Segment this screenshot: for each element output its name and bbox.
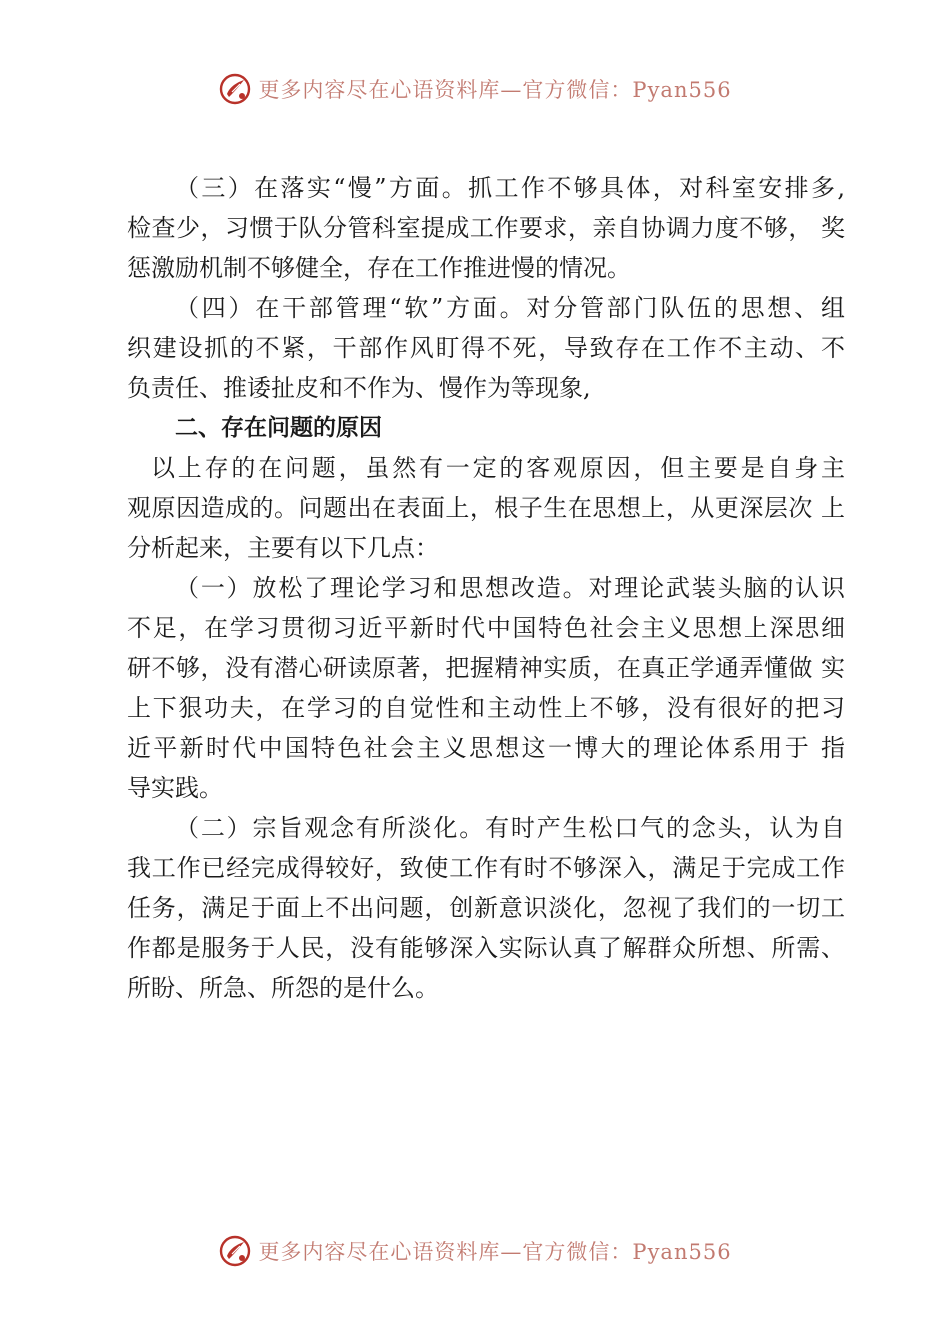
- document-body: [127, 168, 845, 1008]
- footer-watermark: [0, 1234, 950, 1268]
- paragraph-line: 织建设抓的不紧，干部作风盯得不死，导致存在工作不主动、不: [127, 334, 845, 362]
- paragraph-line: 以上存的在问题，虽然有一定的客观原因，但主要是自身主: [151, 454, 845, 482]
- paragraph-line: 研不够，没有潜心研读原著，把握精神实质，在真正学通弄懂做 实: [127, 654, 845, 682]
- paragraph-line: 所盼、所急、所怨的是什么。: [127, 974, 439, 1002]
- seal-logo-icon: [218, 1234, 252, 1268]
- paragraph-line: 分析起来，主要有以下几点：: [127, 534, 439, 562]
- paragraph-line: （二）宗旨观念有所淡化。有时产生松口气的念头，认为自: [175, 814, 845, 842]
- paragraph-line: 负责任、推诿扯皮和不作为、慢作为等现象,: [127, 374, 591, 402]
- watermark-text: 更多内容尽在心语资料库—官方微信：Pyan556: [258, 78, 732, 102]
- paragraph-line: 上下狠功夫，在学习的自觉性和主动性上不够，没有很好的把习: [127, 694, 845, 722]
- header-watermark: [0, 72, 950, 106]
- paragraph-line: 惩激励机制不够健全，存在工作推进慢的情况。: [127, 254, 631, 282]
- watermark-text: 更多内容尽在心语资料库—官方微信：Pyan556: [258, 1240, 732, 1264]
- paragraph-line: 观原因造成的。问题出在表面上，根子生在思想上，从更深层次 上: [127, 494, 845, 522]
- paragraph-line: （三）在落实“慢”方面。抓工作不够具体，对科室安排多,: [175, 174, 845, 202]
- seal-logo-icon: [218, 72, 252, 106]
- paragraph-line: 作都是服务于人民，没有能够深入实际认真了解群众所想、所需、: [127, 934, 845, 962]
- section-heading: 二、存在问题的原因: [175, 415, 382, 441]
- paragraph-line: （一）放松了理论学习和思想改造。对理论武装头脑的认识: [175, 574, 845, 602]
- paragraph-line: 近平新时代中国特色社会主义思想这一博大的理论体系用于 指: [127, 734, 845, 762]
- paragraph-line: 任务，满足于面上不出问题，创新意识淡化，忽视了我们的一切工: [127, 894, 845, 922]
- paragraph-line: 我工作已经完成得较好，致使工作有时不够深入，满足于完成工作: [127, 854, 845, 882]
- paragraph-line: 导实践。: [127, 774, 223, 802]
- paragraph-line: 不足，在学习贯彻习近平新时代中国特色社会主义思想上深思细: [127, 614, 845, 642]
- paragraph-line: 检查少，习惯于队分管科室提成工作要求，亲自协调力度不够， 奖: [127, 214, 845, 242]
- paragraph-line: （四）在干部管理“软”方面。对分管部门队伍的思想、组: [175, 294, 845, 322]
